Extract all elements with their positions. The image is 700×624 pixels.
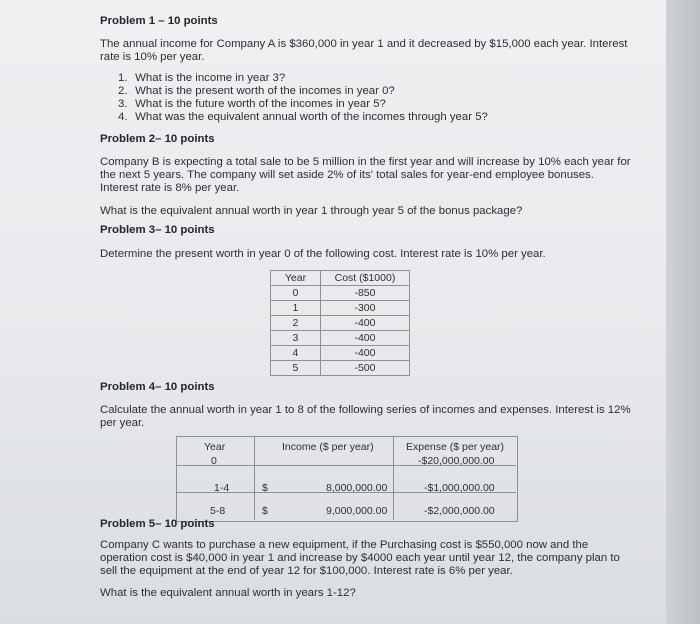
table-cell: -850 xyxy=(320,286,409,301)
page-edge-shadow xyxy=(666,0,700,624)
problem1-intro-line1: The annual income for Company A is $360,000 in year 1 and it decreased by $15,000 each year. Interest xyxy=(100,38,628,50)
table-cell: 9,000,000.00 xyxy=(326,505,388,517)
table-cell: 0 xyxy=(271,286,321,301)
table-cell: 3 xyxy=(271,331,321,346)
problem5-question: What is the equivalent annual worth in years 1-12? xyxy=(100,587,356,599)
problem3-line1: Determine the present worth in year 0 of the following cost. Interest rate is 10% per year. xyxy=(100,248,546,260)
table-cell: 5 xyxy=(271,361,321,376)
question-text: What is the future worth of the incomes in year 5? xyxy=(135,98,386,110)
problem5-line2: operation cost is $40,000 in year 1 and increase by $4000 each year until year 12, the company plan to xyxy=(100,552,620,564)
problem2-line2: the next 5 years. The company will set aside 2% of its' total sales for year-end employee bonuses. xyxy=(100,169,594,181)
problem2-line1: Company B is expecting a total sale to be 5 million in the first year and will increase by 10% each year for xyxy=(100,156,631,168)
table-cell: $ xyxy=(262,482,268,494)
table-header: Year xyxy=(271,271,321,286)
problem5-heading: Problem 5– 10 points xyxy=(100,518,215,530)
table-cell: 4 xyxy=(271,346,321,361)
table-cell: 1-4 xyxy=(214,482,230,494)
problem1-question-1 xyxy=(118,72,285,85)
problem5-line3: sell the equipment at the end of year 12 for $100,000. Interest rate is 6% per year. xyxy=(100,565,513,577)
problem1-question-2 xyxy=(118,85,395,98)
table-header: Expense ($ per year) xyxy=(406,441,505,453)
table-cell: -$1,000,000.00 xyxy=(424,482,495,494)
table-cell: 8,000,000.00 xyxy=(326,482,388,494)
question-number: 1. xyxy=(118,72,128,84)
question-number: 4. xyxy=(118,111,128,123)
table-header-row xyxy=(271,271,410,286)
question-text: What is the present worth of the incomes in year 0? xyxy=(135,85,395,97)
table-header: Income ($ per year) xyxy=(282,441,374,453)
table-cell: -500 xyxy=(320,361,409,376)
problem1-question-4 xyxy=(118,111,488,124)
table-row xyxy=(271,316,410,331)
problem2-line3: Interest rate is 8% per year. xyxy=(100,182,240,194)
table-cell: 5-8 xyxy=(210,505,226,517)
table-cell: -$20,000,000.00 xyxy=(418,455,495,467)
question-number: 3. xyxy=(118,98,128,110)
table-row xyxy=(271,361,410,376)
table-row xyxy=(271,346,410,361)
table-cell: -400 xyxy=(320,331,409,346)
problem4-line2: per year. xyxy=(100,417,145,429)
problem4-heading: Problem 4– 10 points xyxy=(100,381,215,393)
problem5-line1: Company C wants to purchase a new equipment, if the Purchasing cost is $550,000 now and the xyxy=(100,539,589,551)
table-row xyxy=(271,301,410,316)
table-row xyxy=(271,331,410,346)
problem2-heading: Problem 2– 10 points xyxy=(100,133,215,145)
table-header: Year xyxy=(204,441,226,453)
table-cell: -300 xyxy=(320,301,409,316)
table-row xyxy=(271,286,410,301)
problem3-heading: Problem 3– 10 points xyxy=(100,224,215,236)
problem1-heading: Problem 1 – 10 points xyxy=(100,15,218,27)
table-cell: $ xyxy=(262,505,268,517)
question-number: 2. xyxy=(118,85,128,97)
table-cell: 0 xyxy=(211,455,217,467)
table-cell: -$2,000,000.00 xyxy=(424,505,495,517)
problem2-question: What is the equivalent annual worth in year 1 through year 5 of the bonus package? xyxy=(100,205,523,217)
problem1-intro-line2: rate is 10% per year. xyxy=(100,51,205,63)
table-cell: 2 xyxy=(271,316,321,331)
question-text: What was the equivalent annual worth of the incomes through year 5? xyxy=(135,111,488,123)
table-cell: 1 xyxy=(271,301,321,316)
table-cell: -400 xyxy=(320,316,409,331)
table-cell: -400 xyxy=(320,346,409,361)
question-text: What is the income in year 3? xyxy=(135,72,286,84)
problem1-question-3 xyxy=(118,98,386,111)
cost-table xyxy=(270,270,410,376)
table-header: Cost ($1000) xyxy=(320,271,409,286)
problem4-line1: Calculate the annual worth in year 1 to 8 of the following series of incomes and expenses. Interest is 12% xyxy=(100,404,631,416)
